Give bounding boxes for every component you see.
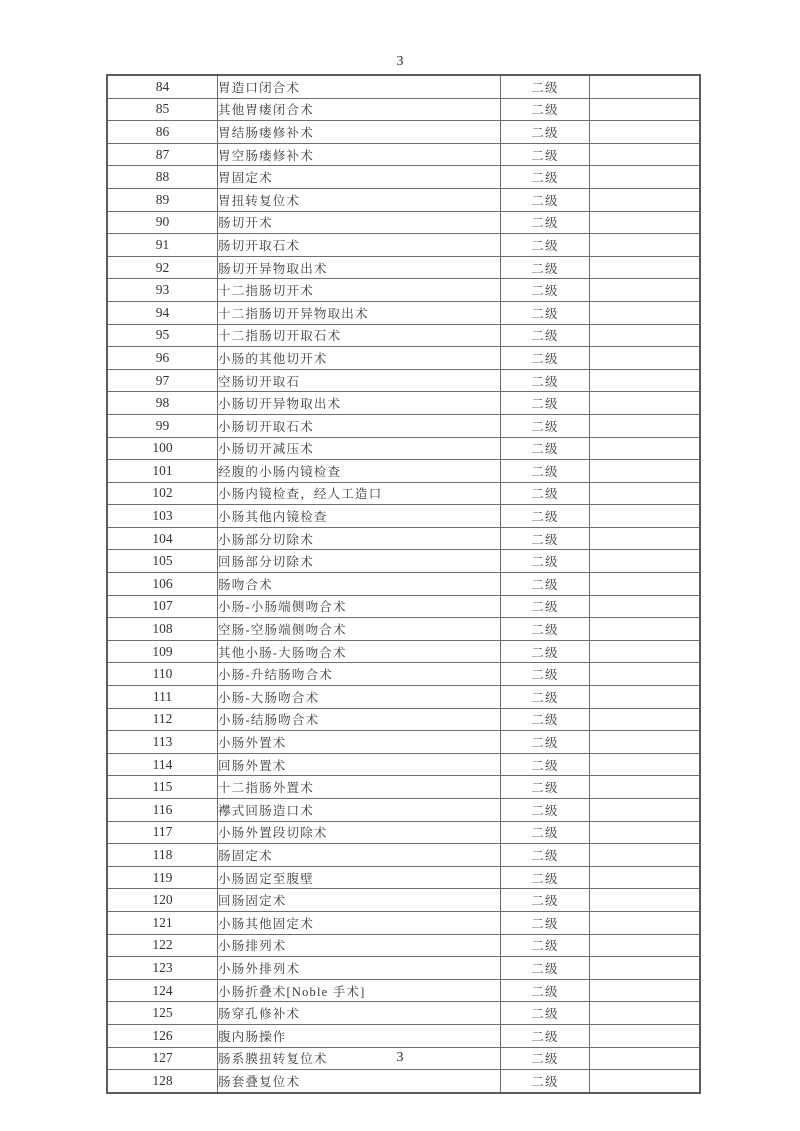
note-cell [590, 75, 701, 98]
note-cell [590, 663, 701, 686]
level-cell: 二级 [501, 527, 590, 550]
procedure-name-cell: 肠固定术 [218, 844, 501, 867]
procedure-name-cell: 经腹的小肠内镜检查 [218, 460, 501, 483]
procedure-name-cell: 回肠部分切除术 [218, 550, 501, 573]
row-number-cell: 99 [107, 414, 218, 437]
level-cell: 二级 [501, 1024, 590, 1047]
procedure-name-cell: 肠穿孔修补术 [218, 1002, 501, 1025]
row-number-cell: 90 [107, 211, 218, 234]
row-number-cell: 120 [107, 889, 218, 912]
row-number-cell: 84 [107, 75, 218, 98]
row-number-cell: 97 [107, 369, 218, 392]
table-row [107, 527, 700, 550]
level-cell: 二级 [501, 75, 590, 98]
procedure-name-cell: 小肠的其他切开术 [218, 347, 501, 370]
level-cell: 二级 [501, 1070, 590, 1093]
row-number-cell: 124 [107, 979, 218, 1002]
row-number-cell: 91 [107, 234, 218, 257]
level-cell: 二级 [501, 143, 590, 166]
level-cell: 二级 [501, 98, 590, 121]
row-number-cell: 108 [107, 618, 218, 641]
row-number-cell: 125 [107, 1002, 218, 1025]
table-row [107, 844, 700, 867]
row-number-cell: 107 [107, 595, 218, 618]
row-number-cell: 92 [107, 256, 218, 279]
level-cell: 二级 [501, 121, 590, 144]
procedure-table [106, 74, 701, 1094]
level-cell: 二级 [501, 279, 590, 302]
table-row [107, 957, 700, 980]
row-number-cell: 98 [107, 392, 218, 415]
procedure-name-cell: 肠系膜扭转复位术 [218, 1047, 501, 1070]
row-number-cell: 114 [107, 753, 218, 776]
row-number-cell: 110 [107, 663, 218, 686]
level-cell: 二级 [501, 957, 590, 980]
level-cell: 二级 [501, 505, 590, 528]
row-number-cell: 119 [107, 866, 218, 889]
note-cell [590, 753, 701, 776]
note-cell [590, 143, 701, 166]
note-cell [590, 866, 701, 889]
table-row [107, 234, 700, 257]
procedure-name-cell: 小肠切开减压术 [218, 437, 501, 460]
row-number-cell: 116 [107, 799, 218, 822]
note-cell [590, 911, 701, 934]
table-row [107, 618, 700, 641]
procedure-name-cell: 小肠外置段切除术 [218, 821, 501, 844]
table-row [107, 392, 700, 415]
level-cell: 二级 [501, 573, 590, 596]
procedure-name-cell: 十二指肠切开异物取出术 [218, 301, 501, 324]
level-cell: 二级 [501, 482, 590, 505]
note-cell [590, 979, 701, 1002]
row-number-cell: 122 [107, 934, 218, 957]
row-number-cell: 86 [107, 121, 218, 144]
table-row [107, 686, 700, 709]
row-number-cell: 109 [107, 640, 218, 663]
procedure-name-cell: 胃固定术 [218, 166, 501, 189]
table-row [107, 776, 700, 799]
table-row [107, 821, 700, 844]
table-row [107, 799, 700, 822]
page-number-bottom: 3 [396, 1050, 404, 1065]
procedure-table-body [107, 75, 700, 1093]
note-cell [590, 166, 701, 189]
row-number-cell: 126 [107, 1024, 218, 1047]
note-cell [590, 889, 701, 912]
row-number-cell: 85 [107, 98, 218, 121]
note-cell [590, 324, 701, 347]
table-row [107, 324, 700, 347]
note-cell [590, 256, 701, 279]
level-cell: 二级 [501, 799, 590, 822]
level-cell: 二级 [501, 188, 590, 211]
level-cell: 二级 [501, 414, 590, 437]
level-cell: 二级 [501, 934, 590, 957]
level-cell: 二级 [501, 256, 590, 279]
row-number-cell: 127 [107, 1047, 218, 1070]
note-cell [590, 121, 701, 144]
procedure-name-cell: 胃结肠瘘修补术 [218, 121, 501, 144]
procedure-name-cell: 小肠其他内镜检查 [218, 505, 501, 528]
procedure-name-cell: 小肠排列术 [218, 934, 501, 957]
row-number-cell: 88 [107, 166, 218, 189]
procedure-name-cell: 回肠固定术 [218, 889, 501, 912]
level-cell: 二级 [501, 731, 590, 754]
row-number-cell: 100 [107, 437, 218, 460]
note-cell [590, 414, 701, 437]
table-row [107, 979, 700, 1002]
row-number-cell: 101 [107, 460, 218, 483]
table-row [107, 595, 700, 618]
table-row [107, 1002, 700, 1025]
level-cell: 二级 [501, 437, 590, 460]
procedure-name-cell: 十二指肠切开取石术 [218, 324, 501, 347]
procedure-name-cell: 胃扭转复位术 [218, 188, 501, 211]
note-cell [590, 369, 701, 392]
table-row [107, 482, 700, 505]
level-cell: 二级 [501, 821, 590, 844]
level-cell: 二级 [501, 889, 590, 912]
procedure-name-cell: 小肠折叠术[Noble 手术] [218, 979, 501, 1002]
row-number-cell: 121 [107, 911, 218, 934]
note-cell [590, 1024, 701, 1047]
level-cell: 二级 [501, 776, 590, 799]
row-number-cell: 94 [107, 301, 218, 324]
procedure-name-cell: 小肠外置术 [218, 731, 501, 754]
row-number-cell: 111 [107, 686, 218, 709]
level-cell: 二级 [501, 347, 590, 370]
level-cell: 二级 [501, 844, 590, 867]
note-cell [590, 708, 701, 731]
procedure-name-cell: 肠切开术 [218, 211, 501, 234]
table-row [107, 708, 700, 731]
table-row [107, 75, 700, 98]
note-cell [590, 550, 701, 573]
level-cell: 二级 [501, 460, 590, 483]
level-cell: 二级 [501, 595, 590, 618]
procedure-name-cell: 肠吻合术 [218, 573, 501, 596]
procedure-name-cell: 肠切开取石术 [218, 234, 501, 257]
note-cell [590, 618, 701, 641]
table-row [107, 121, 700, 144]
level-cell: 二级 [501, 301, 590, 324]
row-number-cell: 118 [107, 844, 218, 867]
row-number-cell: 123 [107, 957, 218, 980]
row-number-cell: 105 [107, 550, 218, 573]
row-number-cell: 115 [107, 776, 218, 799]
note-cell [590, 934, 701, 957]
level-cell: 二级 [501, 234, 590, 257]
level-cell: 二级 [501, 663, 590, 686]
level-cell: 二级 [501, 618, 590, 641]
procedure-name-cell: 回肠外置术 [218, 753, 501, 776]
table-row [107, 437, 700, 460]
table-row [107, 143, 700, 166]
note-cell [590, 573, 701, 596]
note-cell [590, 188, 701, 211]
level-cell: 二级 [501, 753, 590, 776]
table-row [107, 166, 700, 189]
table-row [107, 731, 700, 754]
table-row [107, 640, 700, 663]
note-cell [590, 686, 701, 709]
note-cell [590, 821, 701, 844]
procedure-name-cell: 十二指肠外置术 [218, 776, 501, 799]
row-number-cell: 113 [107, 731, 218, 754]
row-number-cell: 103 [107, 505, 218, 528]
procedure-name-cell: 十二指肠切开术 [218, 279, 501, 302]
level-cell: 二级 [501, 979, 590, 1002]
level-cell: 二级 [501, 1047, 590, 1070]
procedure-name-cell: 小肠-小肠端侧吻合术 [218, 595, 501, 618]
level-cell: 二级 [501, 686, 590, 709]
procedure-name-cell: 小肠内镜检查，经人工造口 [218, 482, 501, 505]
level-cell: 二级 [501, 324, 590, 347]
level-cell: 二级 [501, 866, 590, 889]
procedure-name-cell: 小肠部分切除术 [218, 527, 501, 550]
row-number-cell: 104 [107, 527, 218, 550]
procedure-name-cell: 小肠固定至腹壁 [218, 866, 501, 889]
note-cell [590, 595, 701, 618]
table-row [107, 211, 700, 234]
level-cell: 二级 [501, 550, 590, 573]
level-cell: 二级 [501, 640, 590, 663]
procedure-name-cell: 襻式回肠造口术 [218, 799, 501, 822]
note-cell [590, 640, 701, 663]
row-number-cell: 96 [107, 347, 218, 370]
procedure-name-cell: 其他胃瘘闭合术 [218, 98, 501, 121]
row-number-cell: 106 [107, 573, 218, 596]
row-number-cell: 93 [107, 279, 218, 302]
row-number-cell: 89 [107, 188, 218, 211]
row-number-cell: 112 [107, 708, 218, 731]
level-cell: 二级 [501, 166, 590, 189]
procedure-name-cell: 空肠切开取石 [218, 369, 501, 392]
table-row [107, 1070, 700, 1093]
note-cell [590, 347, 701, 370]
level-cell: 二级 [501, 369, 590, 392]
note-cell [590, 301, 701, 324]
procedure-name-cell: 小肠-大肠吻合术 [218, 686, 501, 709]
note-cell [590, 437, 701, 460]
level-cell: 二级 [501, 708, 590, 731]
note-cell [590, 460, 701, 483]
table-row [107, 279, 700, 302]
table-row [107, 550, 700, 573]
table-row [107, 256, 700, 279]
table-row [107, 301, 700, 324]
procedure-name-cell: 胃空肠瘘修补术 [218, 143, 501, 166]
procedure-name-cell: 小肠切开异物取出术 [218, 392, 501, 415]
note-cell [590, 799, 701, 822]
procedure-name-cell: 胃造口闭合术 [218, 75, 501, 98]
level-cell: 二级 [501, 392, 590, 415]
table-row [107, 1024, 700, 1047]
row-number-cell: 102 [107, 482, 218, 505]
table-row [107, 663, 700, 686]
procedure-name-cell: 其他小肠-大肠吻合术 [218, 640, 501, 663]
page-number-top: 3 [396, 54, 404, 69]
procedure-name-cell: 肠切开异物取出术 [218, 256, 501, 279]
note-cell [590, 844, 701, 867]
table-row [107, 188, 700, 211]
note-cell [590, 392, 701, 415]
procedure-name-cell: 空肠-空肠端侧吻合术 [218, 618, 501, 641]
level-cell: 二级 [501, 911, 590, 934]
table-row [107, 573, 700, 596]
table-row [107, 753, 700, 776]
table-row [107, 866, 700, 889]
note-cell [590, 527, 701, 550]
row-number-cell: 117 [107, 821, 218, 844]
procedure-name-cell: 小肠切开取石术 [218, 414, 501, 437]
note-cell [590, 776, 701, 799]
note-cell [590, 1002, 701, 1025]
table-row [107, 889, 700, 912]
procedure-name-cell: 小肠其他固定术 [218, 911, 501, 934]
table-row [107, 505, 700, 528]
row-number-cell: 87 [107, 143, 218, 166]
row-number-cell: 128 [107, 1070, 218, 1093]
table-row [107, 414, 700, 437]
note-cell [590, 1070, 701, 1093]
table-row [107, 460, 700, 483]
level-cell: 二级 [501, 211, 590, 234]
table-row [107, 347, 700, 370]
procedure-name-cell: 腹内肠操作 [218, 1024, 501, 1047]
table-row [107, 911, 700, 934]
note-cell [590, 731, 701, 754]
note-cell [590, 211, 701, 234]
level-cell: 二级 [501, 1002, 590, 1025]
procedure-name-cell: 小肠-升结肠吻合术 [218, 663, 501, 686]
row-number-cell: 95 [107, 324, 218, 347]
note-cell [590, 98, 701, 121]
note-cell [590, 482, 701, 505]
note-cell [590, 957, 701, 980]
note-cell [590, 505, 701, 528]
table-row [107, 934, 700, 957]
procedure-name-cell: 肠套叠复位术 [218, 1070, 501, 1093]
note-cell [590, 234, 701, 257]
procedure-name-cell: 小肠-结肠吻合术 [218, 708, 501, 731]
table-row [107, 369, 700, 392]
note-cell [590, 279, 701, 302]
procedure-name-cell: 小肠外排列术 [218, 957, 501, 980]
table-row [107, 98, 700, 121]
